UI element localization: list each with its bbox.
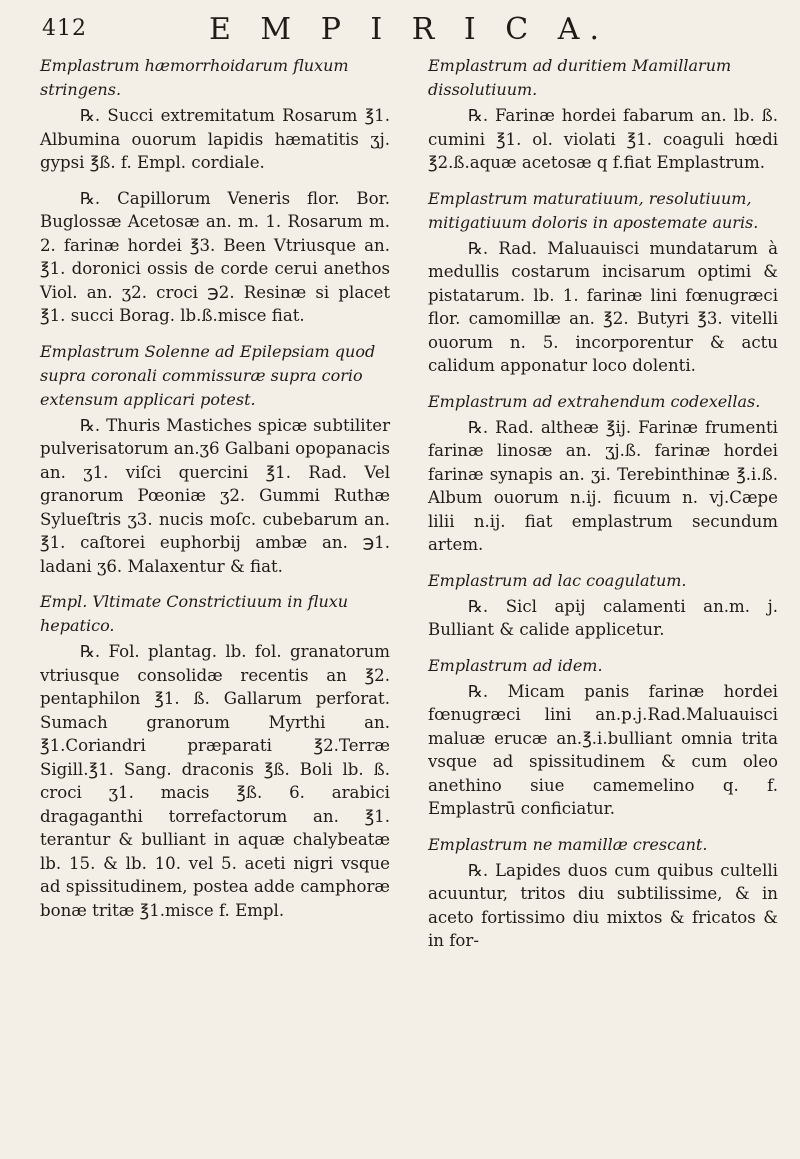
recipe-title: Emplastrum ad extrahendum codexellas.: [428, 391, 761, 411]
left-column: [40, 54, 390, 965]
two-column-body: [40, 54, 778, 965]
recipe-text: ℞. Rad. altheæ ℥ij. Farinæ frumenti farinæ linosæ an. ʒj.ß. farinæ hordei farinæ synapis an. ʒi. Terebinthinæ ℥.i.ß. Album ouorum n.ij. ficuum n. vj.Cæpe lilii n.ij. fiat emplastrum secundum artem.: [428, 417, 778, 554]
recipe-entry: [428, 833, 778, 953]
recipe-title: Empl. Vltimate Constrictiuum in fluxu hepatico.: [40, 592, 349, 635]
recipe-entry: [40, 187, 390, 328]
recipe-entry: [428, 390, 778, 557]
recipe-entry: [428, 54, 778, 175]
recipe-entry: [428, 654, 778, 821]
recipe-text: ℞. Thuris Mastiches spicæ subtiliter pulverisatorum an.ʒ6 Galbani opopanacis an. ʒ1. viſci quercini ℥1. Rad. Vel granorum Pœoniæ ʒ2. Gummi Ruthæ Sylueſtris ʒ3. nucis moſc. cubebarum an. ℥1. caſtorei euphorbij ambæ an. ℈1. ladani ʒ6. Malaxentur & fiat.: [40, 415, 390, 576]
page-number: 412: [42, 16, 87, 41]
recipe-text: ℞. Sicl apij calamenti an.m. j. Bulliant & calide applicetur.: [428, 596, 778, 639]
recipe-text: ℞. Micam panis farinæ hordei fœnugræci lini an.p.j.Rad.Maluauisci maluæ erucæ an.℥.i.bulliant omnia trita vsque ad spissitudinem & cum oleo anethino siue camemelino q. f. Emplastrū conficiatur.: [428, 681, 778, 818]
recipe-entry: [40, 54, 390, 175]
recipe-text: ℞. Succi extremitatum Rosarum ℥1. Albumina ouorum lapidis hæmatitis ʒj. gypsi ℥ß. f. Empl. cordiale.: [40, 106, 390, 172]
right-column: [428, 54, 778, 965]
recipe-entry: [428, 187, 778, 378]
running-head: E M P I R I C A.: [209, 12, 609, 47]
recipe-title: Emplastrum ad idem.: [428, 655, 603, 675]
recipe-text: ℞. Rad. Maluauisci mundatarum à medullis costarum incisarum optimi & pistatarum. lb. 1. farinæ lini fœnugræci flor. camomillæ an. ℥2. Butyri ℥3. vitelli ouorum n. 5. incorporentur & actu calidum apponatur loco dolenti.: [428, 238, 778, 375]
recipe-text: ℞. Capillorum Veneris flor. Bor. Buglossæ Acetosæ an. m. 1. Rosarum m. 2. farinæ hordei ℥3. Been Vtriusque an. ℥1. doronici ossis de corde cerui anethos Viol. an. ʒ2. croci ℈2. Resinæ si placet ℥1. succi Borag. lb.ß.misce fiat.: [40, 188, 390, 325]
recipe-text: ℞. Farinæ hordei fabarum an. lb. ß. cumini ℥1. ol. violati ℥1. coaguli hœdi ℥2.ß.aquæ acetosæ q f.fiat Emplastrum.: [428, 106, 778, 172]
recipe-title: Emplastrum Solenne ad Epilepsiam quod supra coronali commissuræ supra corio extensum applicari potest.: [40, 341, 376, 409]
recipe-title: Emplastrum ad lac coagulatum.: [428, 570, 687, 590]
page-header: [40, 6, 778, 46]
recipe-title: Emplastrum hæmorrhoidarum fluxum stringens.: [40, 56, 349, 99]
recipe-entry: [40, 590, 390, 922]
recipe-title: Emplastrum maturatiuum, resolutiuum, mitigatiuum doloris in apostemate auris.: [428, 188, 759, 232]
recipe-title: Emplastrum ad duritiem Mamillarum dissolutiuum.: [428, 56, 732, 99]
recipe-title: Emplastrum ne mamillæ crescant.: [428, 834, 708, 854]
recipe-entry: [428, 569, 778, 642]
recipe-entry: [40, 340, 390, 579]
recipe-text: ℞. Lapides duos cum quibus cultelli acuuntur, tritos diu subtilissime, & in aceto fortissimo diu mixtos & fricatos & in for-: [428, 860, 778, 950]
recipe-text: ℞. Fol. plantag. lb. fol. granatorum vtriusque consolidæ recentis an ℥2. pentaphilon ℥1. ß. Gallarum perforat. Sumach granorum Myrthi an. ℥1.Coriandri præparati ℥2.Terræ Sigill.℥1. Sang. draconis ℥ß. Boli lb. ß. croci ʒ1. macis ℥ß. 6. arabici dragaganthi torrefactorum an. ℥1. terantur & bulliant in aquæ chalybeatæ lb. 15. & lb. 10. vel 5. aceti nigri vsque ad spissitudinem, postea adde camphoræ bonæ tritæ ℥1.misce f. Empl.: [40, 642, 390, 920]
